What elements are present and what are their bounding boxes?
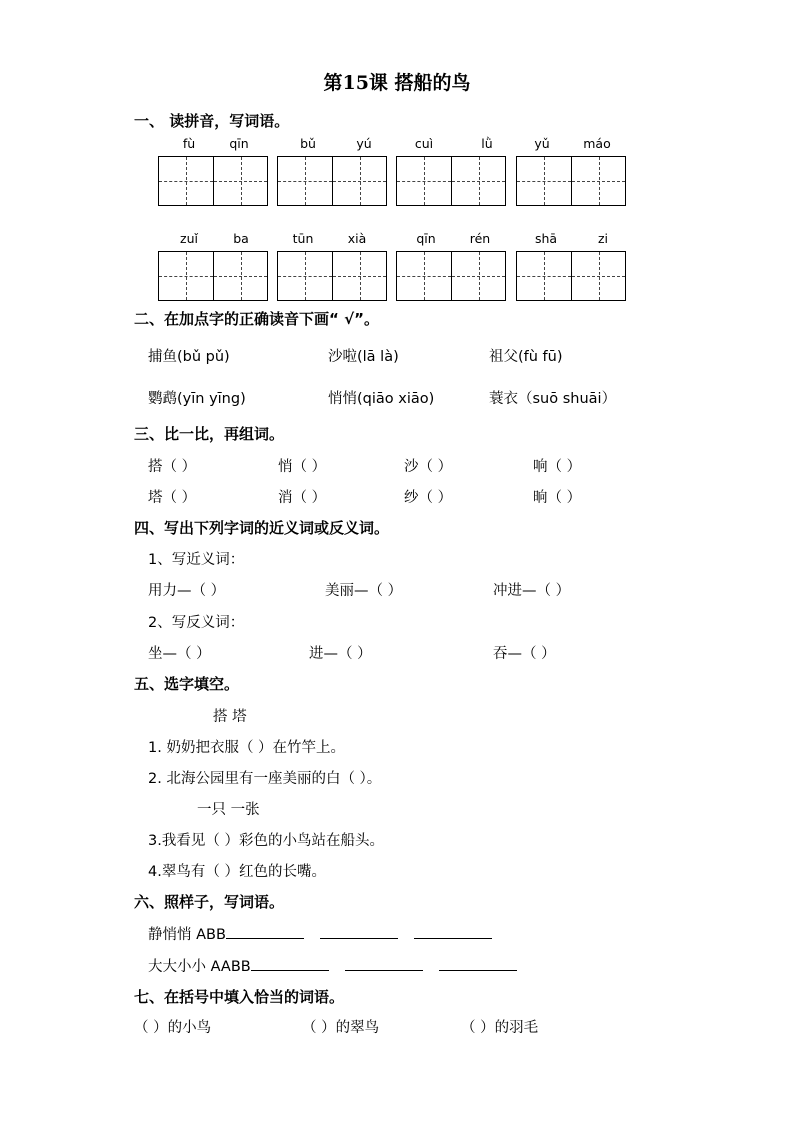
pinyin: ba — [233, 231, 249, 246]
section-1-heading: 一、 读拼音，写词语。 — [134, 112, 290, 130]
pinyin: fù — [182, 136, 196, 151]
pronunciation-item[interactable]: 鹦鹉(yīn yīng) — [148, 391, 246, 407]
pattern-row — [148, 923, 492, 944]
answer-blank[interactable] — [226, 924, 304, 939]
antonym-item[interactable]: 坐—（ ） — [148, 646, 211, 662]
answer-blank[interactable] — [251, 956, 329, 971]
pattern-row — [148, 955, 517, 976]
pinyin: yú — [356, 136, 372, 151]
synonym-subheading: 1、写近义词： — [148, 552, 245, 568]
section-3-heading: 三、比一比，再组词。 — [134, 425, 285, 443]
pinyin: lǜ — [481, 136, 493, 151]
section-7-heading: 七、在括号中填入恰当的词语。 — [134, 988, 345, 1006]
compare-item[interactable]: 消（ ） — [278, 490, 327, 506]
writing-grid[interactable] — [277, 251, 387, 301]
pattern-example: 大大小小 AABB — [148, 959, 251, 975]
pinyin: bǔ — [300, 136, 316, 151]
pinyin: yǔ — [534, 136, 550, 151]
pinyin: qīn — [229, 136, 249, 151]
fill-question[interactable]: 1. 奶奶把衣服（ ）在竹竿上。 — [148, 740, 346, 756]
section-2-heading: 二、在加点字的正确读音下画“ √”。 — [134, 310, 379, 328]
fill-item[interactable]: （ ）的翠鸟 — [302, 1020, 380, 1036]
synonym-item[interactable]: 用力—（ ） — [148, 583, 226, 599]
writing-grid[interactable] — [516, 156, 626, 206]
pattern-example: 静悄悄 ABB — [148, 927, 226, 943]
pinyin: cuì — [414, 136, 434, 151]
writing-grid[interactable] — [396, 251, 506, 301]
pinyin: rén — [469, 231, 491, 246]
writing-grid[interactable] — [516, 251, 626, 301]
pronunciation-item[interactable]: 沙啦(lā là) — [328, 349, 399, 365]
writing-grid[interactable] — [158, 156, 268, 206]
pronunciation-item[interactable]: 祖父(fù fū) — [489, 349, 563, 365]
pinyin: máo — [583, 136, 611, 151]
compare-item[interactable]: 沙（ ） — [404, 459, 453, 475]
writing-grid[interactable] — [277, 156, 387, 206]
fill-item[interactable]: （ ）的羽毛 — [461, 1020, 539, 1036]
page-title: 第15课 搭船的鸟 — [323, 72, 471, 94]
word-choices: 一只 一张 — [197, 802, 260, 818]
antonym-item[interactable]: 进—（ ） — [309, 646, 372, 662]
compare-item[interactable]: 悄（ ） — [278, 459, 327, 475]
pronunciation-item[interactable]: 悄悄(qiāo xiāo) — [328, 391, 435, 407]
compare-item[interactable]: 响（ ） — [533, 459, 582, 475]
compare-item[interactable]: 晌（ ） — [533, 490, 582, 506]
section-4-heading: 四、写出下列字词的近义词或反义词。 — [134, 519, 390, 537]
pinyin: qīn — [416, 231, 436, 246]
pinyin: xià — [347, 231, 367, 246]
section-6-heading: 六、照样子，写词语。 — [134, 893, 285, 911]
antonym-subheading: 2、写反义词： — [148, 615, 245, 631]
answer-blank[interactable] — [414, 924, 492, 939]
fill-question[interactable]: 2. 北海公园里有一座美丽的白（ ）。 — [148, 771, 382, 787]
pinyin: zuǐ — [180, 231, 198, 246]
pinyin: tūn — [292, 231, 314, 246]
answer-blank[interactable] — [320, 924, 398, 939]
pinyin: shā — [534, 231, 558, 246]
answer-blank[interactable] — [345, 956, 423, 971]
answer-blank[interactable] — [439, 956, 517, 971]
word-choices: 搭 塔 — [213, 709, 247, 725]
pinyin: zi — [597, 231, 609, 246]
compare-item[interactable]: 塔（ ） — [148, 490, 197, 506]
synonym-item[interactable]: 冲进—（ ） — [493, 583, 571, 599]
section-5-heading: 五、选字填空。 — [134, 675, 240, 693]
fill-item[interactable]: （ ）的小鸟 — [134, 1020, 212, 1036]
writing-grid[interactable] — [158, 251, 268, 301]
writing-grid[interactable] — [396, 156, 506, 206]
compare-item[interactable]: 纱（ ） — [404, 490, 453, 506]
compare-item[interactable]: 搭（ ） — [148, 459, 197, 475]
pronunciation-item[interactable]: 捕鱼(bǔ pǔ) — [148, 349, 230, 365]
pronunciation-item[interactable]: 蓑衣（suō shuāi） — [489, 391, 617, 407]
fill-question[interactable]: 4.翠鸟有（ ）红色的长嘴。 — [148, 864, 326, 880]
synonym-item[interactable]: 美丽—（ ） — [325, 583, 403, 599]
fill-question[interactable]: 3.我看见（ ）彩色的小鸟站在船头。 — [148, 833, 384, 849]
antonym-item[interactable]: 吞—（ ） — [493, 646, 556, 662]
